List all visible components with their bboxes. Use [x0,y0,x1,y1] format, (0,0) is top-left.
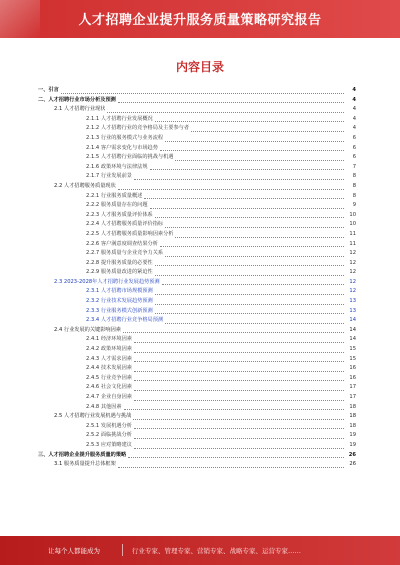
toc-entry-page: 12 [349,250,356,257]
toc-entry[interactable] [38,220,356,230]
toc-leader-dots [155,216,344,218]
toc-entry[interactable] [38,201,356,211]
toc-entry[interactable] [38,393,356,403]
toc-entry-label: 2.5.2 面临挑战分析 [86,432,132,439]
toc-entry-page: 12 [349,269,356,276]
toc-entry-label: 2.2.2 服务质量存在的问题 [86,202,148,209]
toc-heading: 内容目录 [175,60,224,74]
toc-leader-dots [162,283,344,285]
toc-leader-dots [134,360,344,362]
toc-leader-dots [155,120,344,122]
footer-tagline: 行业专家、管理专家、营销专家、战略专家、运营专家…… [132,547,301,555]
toc-entry-page: 4 [352,115,356,122]
toc-entry-page: 18 [349,403,356,410]
toc-entry-label: 2.2.3 人才服务质量评价体系 [86,211,153,218]
toc-entry-page: 13 [349,298,356,305]
footer-slogan: 让每个人都能成为 [48,547,100,555]
toc-entry[interactable] [38,278,356,288]
toc-leader-dots [118,466,344,468]
toc-entry[interactable] [38,307,356,317]
toc-entry-page: 26 [348,451,356,458]
toc-entry-label: 2.3 2023-2028年人才招聘行业发展趋势预测 [54,278,160,285]
footer-divider [122,544,123,556]
toc-leader-dots [61,92,344,94]
toc-entry-label: 2.4.6 社会文化因素 [86,384,132,391]
toc-entry-label: 2.5.1 发展机遇分析 [86,422,132,429]
toc-entry-label: 2.4.8 其他因素 [86,403,122,410]
toc-entry-label: 2.1.4 客户需求变化与市场趋势 [86,144,158,151]
toc-entry[interactable] [38,105,356,115]
toc-entry[interactable] [38,316,356,326]
toc-entry[interactable] [38,153,356,163]
toc-entry-page: 4 [352,106,356,113]
toc-leader-dots [134,178,344,180]
toc-leader-dots [134,447,344,449]
toc-entry-page: 19 [349,441,356,448]
toc-leader-dots [134,351,344,353]
toc-entry[interactable] [38,86,356,96]
toc-entry-label: 2.1.5 人才招聘行业面临的挑战与机遇 [86,154,174,161]
report-header [0,0,400,38]
toc-entry[interactable] [38,249,356,259]
toc-entry-page: 8 [352,192,356,199]
toc-leader-dots [150,168,344,170]
toc-entry-label: 2.4 行业发展的关键影响因素 [54,326,121,333]
toc-entry[interactable] [38,259,356,269]
toc-entry-label: 2.2.9 服务质量改进的紧迫性 [86,269,153,276]
toc-leader-dots [165,140,344,142]
toc-entry-page: 17 [349,384,356,391]
toc-entry[interactable] [38,326,356,336]
toc-leader-dots [165,322,344,324]
report-footer [0,536,400,565]
toc-entry-label: 2.2 人才招聘服务质量现状 [54,182,116,189]
toc-entry-page: 15 [349,355,356,362]
toc-entry-page: 10 [349,221,356,228]
toc-entry-label: 2.1 人才招聘行业现状 [54,106,106,113]
toc-leader-dots [155,264,344,266]
toc-entry[interactable] [38,374,356,384]
toc-leader-dots [118,188,344,190]
toc-entry-page: 17 [349,394,356,400]
toc-entry-label: 2.1.2 人才招聘行业的竞争格局及主要参与者 [86,125,190,132]
toc-entry-page: 16 [349,365,356,372]
toc-entry-label: 2.4.4 技术发展因素 [86,365,132,372]
toc-entry-label: 2.3.4 人才招聘行业竞争格局预测 [86,317,164,324]
toc-entry-label: 二、人才招聘行业市场分析及预测 [38,96,116,103]
toc-entry-label: 2.4.1 经济环境因素 [86,336,132,343]
toc-entry-page: 12 [349,288,356,295]
toc-entry[interactable] [38,460,356,470]
toc-entry[interactable] [38,297,356,307]
toc-entry-label: 2.3.2 行业技术发展趋势预测 [86,298,153,305]
toc-entry[interactable] [38,192,356,202]
toc-entry-label: 2.1.7 行业发展前景 [86,173,132,180]
toc-entry[interactable] [38,240,356,250]
toc-leader-dots [160,149,344,151]
toc-entry-label: 2.1.6 政策环境与法律法规 [86,163,148,170]
toc-entry[interactable] [38,124,356,134]
toc-entry-page: 12 [349,278,356,285]
toc-entry-label: 2.1.3 行业的服务模式与业务流程 [86,134,164,141]
toc-entry-label: 2.5.3 应对策略建议 [86,441,132,448]
toc-entry-label: 2.4.7 企业自身因素 [86,394,132,400]
toc-entry-label: 2.2.8 提升服务质量的必要性 [86,259,153,266]
toc-leader-dots [134,389,344,391]
toc-entry-page: 14 [349,317,356,324]
toc-entry-page: 7 [352,163,356,170]
toc-entry[interactable] [38,134,356,144]
toc-entry[interactable] [38,335,356,345]
toc-leader-dots [134,370,344,372]
toc-leader-dots [134,399,344,401]
toc-entry-page: 8 [352,182,356,189]
toc-leader-dots [134,379,344,381]
toc-leader-dots [144,197,344,199]
report-title: 人才招聘企业提升服务质量策略研究报告 [78,13,322,28]
toc-leader-dots [128,456,344,458]
toc-entry-page: 16 [349,374,356,381]
toc-entry[interactable] [38,172,356,182]
toc-entry-label: 2.4.5 行业竞争因素 [86,374,132,381]
toc-entry[interactable] [38,451,356,461]
toc-leader-dots [123,331,344,333]
toc-entry-page: 14 [349,336,356,343]
toc-entry-page: 9 [352,202,356,209]
toc-entry-label: 2.5 人才招聘行业发展机遇与挑战 [54,413,132,420]
toc-entry-page: 8 [352,173,356,180]
toc-leader-dots [175,236,344,238]
toc-entry[interactable] [38,182,356,192]
toc-entry[interactable] [38,412,356,422]
toc-entry[interactable] [38,230,356,240]
toc-entry[interactable] [38,355,356,365]
toc-leader-dots [165,226,344,228]
toc-entry-page: 4 [352,87,356,93]
toc-entry[interactable] [38,383,356,393]
toc-entry-label: 2.1.1 人才招聘行业发展概况 [86,115,153,122]
toc-entry[interactable] [38,163,356,173]
toc-entry-page: 19 [349,432,356,439]
toc-entry-page: 15 [349,346,356,353]
toc-entry-page: 4 [352,96,356,103]
toc-leader-dots [133,418,344,420]
toc-leader-dots [134,437,344,439]
toc-entry[interactable] [38,422,356,432]
toc-leader-dots [191,130,344,132]
toc-entry-label: 2.4.3 人才需求因素 [86,355,132,362]
toc-leader-dots [155,293,344,295]
toc-entry-page: 14 [349,326,356,333]
toc-entry-page: 6 [352,134,356,141]
toc-entry-label: 3.1 服务质量提升总体框架 [54,461,116,468]
toc-entry[interactable] [38,364,356,374]
toc-leader-dots [118,101,344,103]
toc-entry[interactable] [38,287,356,297]
toc-entry-label: 2.2.7 服务质量与企业竞争力关系 [86,250,164,257]
toc-entry[interactable] [38,211,356,221]
toc-entry[interactable] [38,345,356,355]
toc-entry-page: 11 [349,240,356,247]
toc-entry-label: 2.3.1 人才招聘市场规模预测 [86,288,153,295]
toc-entry-page: 12 [349,259,356,266]
toc-entry-page: 18 [349,422,356,429]
toc-entry[interactable] [38,96,356,106]
toc-entry-label: 2.2.1 行业服务质量概述 [86,192,143,199]
toc-entry-page: 11 [349,230,356,237]
toc-leader-dots [134,427,344,429]
toc-leader-dots [134,341,344,343]
toc-entry-page: 10 [349,211,356,218]
toc-leader-dots [155,312,344,314]
table-of-contents [38,86,356,470]
toc-entry-page: 4 [352,125,356,132]
toc-entry[interactable] [38,431,356,441]
toc-entry-page: 6 [352,144,356,151]
toc-entry-label: 2.3.3 行业服务模式创新预测 [86,307,153,314]
toc-entry-page: 13 [349,307,356,314]
toc-entry[interactable] [38,441,356,451]
toc-leader-dots [124,408,344,410]
toc-entry-label: 三、人才招聘企业提升服务质量的策略 [38,451,127,458]
toc-entry-label: 一、引言 [38,87,59,93]
toc-entry-label: 2.2.4 人才招聘服务质量评价指标 [86,221,164,228]
toc-leader-dots [160,245,344,247]
toc-entry[interactable] [38,268,356,278]
toc-leader-dots [165,255,344,257]
toc-entry-page: 26 [349,461,356,468]
toc-leader-dots [150,207,344,209]
toc-leader-dots [107,111,344,113]
toc-entry-page: 18 [349,413,356,420]
toc-leader-dots [155,274,344,276]
toc-entry-label: 2.4.2 政策环境因素 [86,346,132,353]
toc-entry-label: 2.2.6 客户满意度调查结果分析 [86,240,158,247]
toc-leader-dots [175,159,344,161]
toc-entry-page: 6 [352,154,356,161]
toc-entry[interactable] [38,403,356,413]
toc-leader-dots [155,303,344,305]
toc-entry[interactable] [38,115,356,125]
toc-entry[interactable] [38,144,356,154]
toc-entry-label: 2.2.5 人才招聘服务质量影响因素分析 [86,230,174,237]
